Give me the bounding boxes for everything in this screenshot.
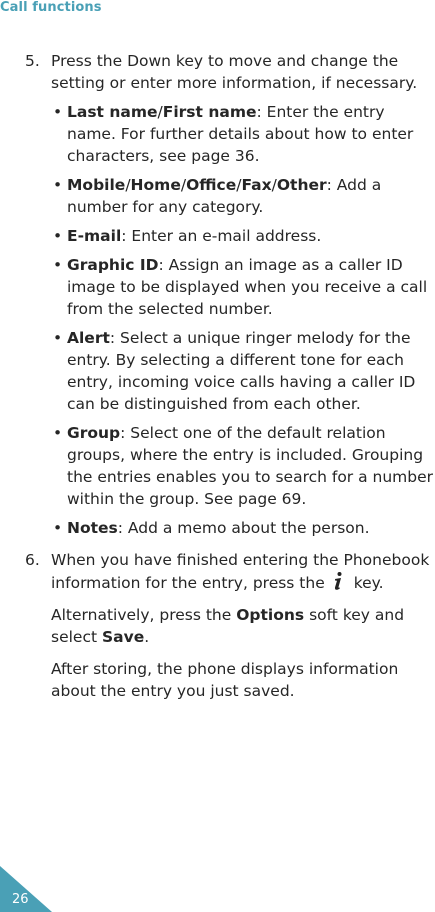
- field-description: : Add a number for any category.: [67, 176, 382, 216]
- field-description: : Select one of the default relation groups, where the entry is included. Grouping the entries enables you to search for a number within the group. See page 69.: [67, 424, 434, 508]
- field-list-item: [51, 422, 435, 510]
- field-description: : Assign an image as a caller ID image to be displayed when you receive a call from the selected number.: [67, 256, 428, 318]
- field-description: : Enter the entry name. For further details about how to enter characters, see page 36.: [67, 103, 414, 165]
- bullet-dot: •: [53, 256, 63, 274]
- field-name: Notes: [67, 519, 118, 537]
- field-name: Group: [67, 424, 121, 442]
- page-number: 26: [12, 892, 29, 907]
- field-list-item: • Last name/First name: Enter the entry name. For further details about how to enter characters, see page 36.: [53, 103, 414, 165]
- field-list: [51, 101, 435, 539]
- field-list-item: [51, 254, 435, 320]
- step-number: 5.: [25, 52, 40, 70]
- field-name: Fax: [241, 176, 272, 194]
- step-text: Press the Down key to move and change the setting or enter more information, if necessary.: [51, 52, 418, 92]
- options-soft-key: Options: [236, 606, 305, 624]
- bullet-dot: •: [53, 519, 63, 537]
- bullet-dot: •: [53, 329, 63, 347]
- field-name: Office: [186, 176, 237, 194]
- field-name: Alert: [67, 329, 110, 347]
- field-list-item: [51, 327, 435, 415]
- field-name: E-mail: [67, 227, 122, 245]
- field-description: : Enter an e-mail address.: [121, 227, 322, 245]
- bullet-dot: •: [53, 176, 63, 194]
- field-list-item: [51, 517, 435, 539]
- field-description: : Add a memo about the person.: [117, 519, 370, 537]
- field-name: Other: [276, 176, 327, 194]
- bullet-dot: •: [53, 103, 63, 121]
- info-key-icon: [329, 571, 347, 591]
- step-number: 6.: [25, 551, 40, 569]
- field-name: First name: [162, 103, 257, 121]
- section-title: Call functions: [0, 0, 102, 15]
- step-5: [0, 50, 435, 539]
- bullet-dot: •: [53, 227, 63, 245]
- step-6: [0, 549, 435, 702]
- bullet-dot: •: [53, 424, 63, 442]
- field-name: Mobile: [67, 176, 126, 194]
- after-storing-text: After storing, the phone displays information about the entry you just saved.: [51, 660, 399, 700]
- step-text: When you have finished entering the Phonebook information for the entry, press the key.: [51, 551, 430, 592]
- field-name: Graphic ID: [67, 256, 159, 274]
- field-list-item: • Mobile/Home/Office/Fax/Other: Add a number for any category.: [53, 176, 382, 216]
- field-description: : Select a unique ringer melody for the entry. By selecting a different tone for each entry, incoming voice calls having a caller ID can be distinguished from each other.: [67, 329, 416, 413]
- instructions: [0, 50, 435, 702]
- field-name: Home: [130, 176, 181, 194]
- field-list-item: [51, 225, 435, 247]
- save-option: Save: [101, 628, 145, 646]
- alternative-text: Alternatively, press the Options soft key and select Save.: [51, 606, 405, 646]
- field-name: Last name: [67, 103, 158, 121]
